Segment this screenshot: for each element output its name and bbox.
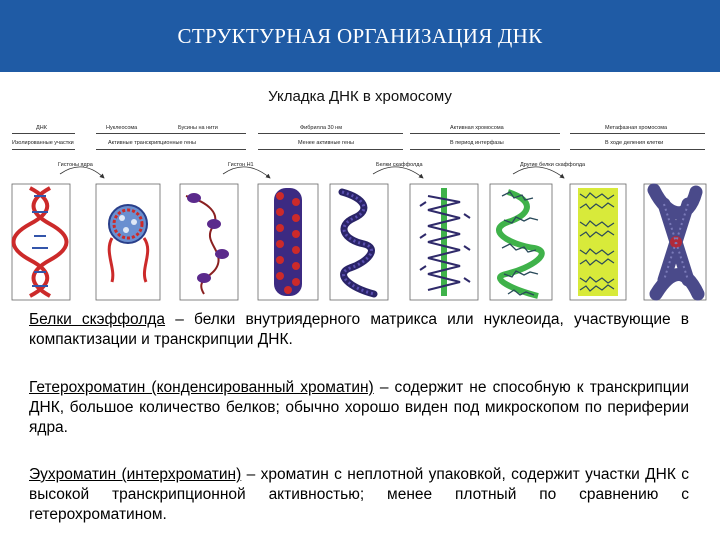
term-heterochromatin: Гетерохроматин (конденсированный хроматин) [29,379,374,396]
title-bar [0,0,720,72]
page-title: СТРУКТУРНАЯ ОРГАНИЗАЦИЯ ДНК [177,23,543,48]
paragraph-heterochromatin [29,378,689,438]
label-core-histones: Гистоны ядра [58,162,93,168]
label-dna: ДНК [36,125,47,131]
scaffold-loops-icon [420,188,470,296]
nucleosome-icon [109,205,148,282]
definition-scaffold-proteins: – белки внутриядерного матрикса или нуклеоида, участвующие в компактизации и транскрипции ДНК. [29,311,689,348]
term-scaffold-proteins: Белки скэффолда [29,311,166,328]
label-nucleosome: Нуклеосома [106,125,138,131]
term-euchromatin: Эухроматин (интерхроматин) [29,466,242,483]
label-active-chromosome: Активная хромосома [450,125,504,131]
label-active-genes: Активные транскрипционные гены [108,140,196,146]
label-less-active-genes: Менее активные гены [298,140,354,146]
beads-on-string-icon [186,193,229,294]
dna-helix-icon [14,188,67,296]
condensed-chromatin-icon [578,188,618,296]
label-scaffold-proteins: Белки скаффолда [376,162,423,168]
label-other-scaffold-proteins: Другие белки скаффолда [520,162,586,168]
definition-euchromatin: – хроматин с неплотной упаковкой, содержит участки ДНК с высокой транскрипционной активностью; менее плотный по сравнению с гетерохроматином. [29,466,689,523]
arrow-3 [373,167,423,178]
panel-frame-dna [12,184,70,300]
label-cell-division: В ходе деления клетки [605,140,664,146]
arrow-2 [223,167,270,178]
fibril-icon [274,188,302,296]
label-interphase: В период интерфазы [450,140,504,146]
metaphase-chromosome-icon [654,190,698,294]
figure-subtitle: Укладка ДНК в хромосому [268,88,452,105]
label-metaphase-chromosome: Метафазная хромосома [605,125,668,131]
label-histone-h1: Гистон H1 [228,162,254,168]
label-fibril: Фибрилла 30 нм [300,125,343,131]
arrow-4 [513,167,564,178]
active-chromosome-icon [499,192,542,296]
figure-drawing [8,118,712,303]
dna-packing-figure [8,118,712,303]
paragraph-euchromatin [29,465,689,525]
label-isolated: Изолированные участки [12,140,74,146]
arrow-1 [60,167,104,178]
looped-fibre-icon [342,192,374,294]
paragraph-scaffold-proteins [29,310,689,350]
definition-heterochromatin: – содержит не способную к транскрипции ДНК, большое количество белков; обычно хорошо виден под микроскопом по периферии ядра. [29,379,689,436]
label-beads: Бусины на нити [178,125,218,131]
panel-frame-beads [180,184,238,300]
